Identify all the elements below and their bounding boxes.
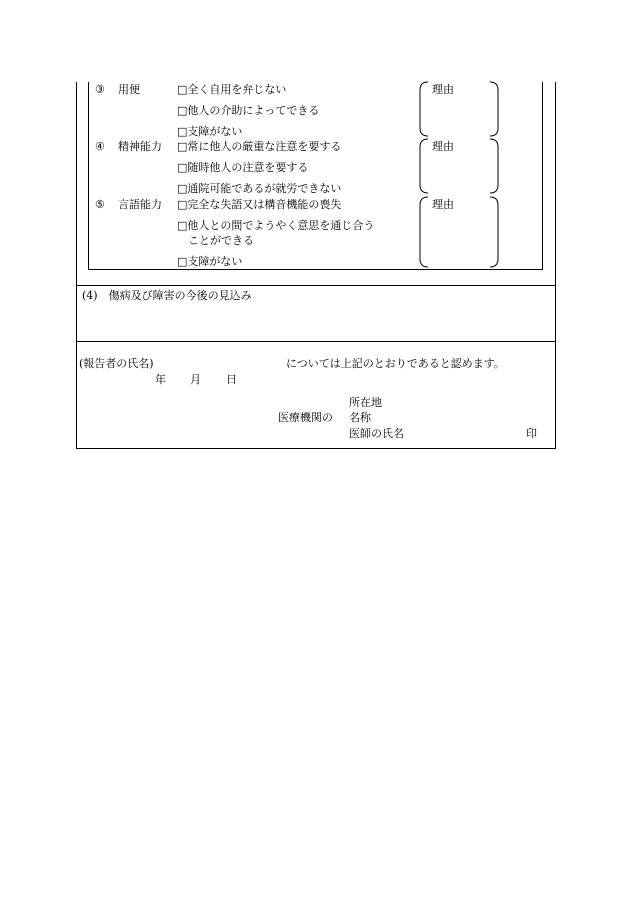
institution-label: 医療機関の <box>278 411 333 424</box>
section-divider-prognosis <box>76 285 556 286</box>
reason-bracket <box>418 138 500 194</box>
date-year: 年 <box>155 373 166 386</box>
outer-border-right <box>555 82 556 449</box>
seal-mark: 印 <box>526 427 537 440</box>
option-checkbox[interactable]: □他人との間でようやく意思を通じ合う <box>177 219 375 232</box>
address-label: 所在地 <box>349 396 382 409</box>
item-number: ③ <box>95 83 105 96</box>
reporter-name-label: (報告者の氏名) <box>79 357 154 370</box>
reason-label: 理由 <box>432 83 454 96</box>
item-label: 用便 <box>118 83 140 96</box>
option-checkbox[interactable]: □通院可能であるが就労できない <box>177 182 342 195</box>
reason-bracket <box>418 81 500 137</box>
option-checkbox[interactable]: □完全な失語又は構音機能の喪失 <box>177 198 342 211</box>
date-month: 月 <box>190 373 201 386</box>
item-label: 言語能力 <box>118 198 162 211</box>
item-number: ④ <box>95 140 105 153</box>
option-checkbox[interactable]: □支障がない <box>177 255 243 268</box>
outer-border-left <box>76 82 77 449</box>
option-continuation: ことができる <box>188 234 254 247</box>
item-number: ⑤ <box>95 198 105 211</box>
item-label: 精神能力 <box>118 140 162 153</box>
option-checkbox[interactable]: □全く自用を弁じない <box>177 83 287 96</box>
inner-border-right <box>542 82 543 270</box>
certification-statement: については上記のとおりであると認めます。 <box>286 357 505 370</box>
option-checkbox[interactable]: □随時他人の注意を要する <box>177 161 309 174</box>
option-checkbox[interactable]: □他人の介助によってできる <box>177 104 320 117</box>
inner-border-left <box>88 82 89 270</box>
prognosis-heading: (4) 傷病及び障害の今後の見込み <box>82 289 252 302</box>
institution-name-label: 名称 <box>349 411 371 424</box>
reason-bracket <box>418 196 500 268</box>
reason-label: 理由 <box>432 140 454 153</box>
doctor-name-label: 医師の氏名 <box>349 427 404 440</box>
reason-label: 理由 <box>432 198 454 211</box>
option-checkbox[interactable]: □常に他人の厳重な注意を要する <box>177 140 342 153</box>
date-day: 日 <box>226 373 237 386</box>
outer-border-bottom <box>76 448 556 449</box>
option-checkbox[interactable]: □支障がない <box>177 125 243 138</box>
section-divider-certification <box>76 341 556 342</box>
inner-border-bottom <box>88 269 543 270</box>
